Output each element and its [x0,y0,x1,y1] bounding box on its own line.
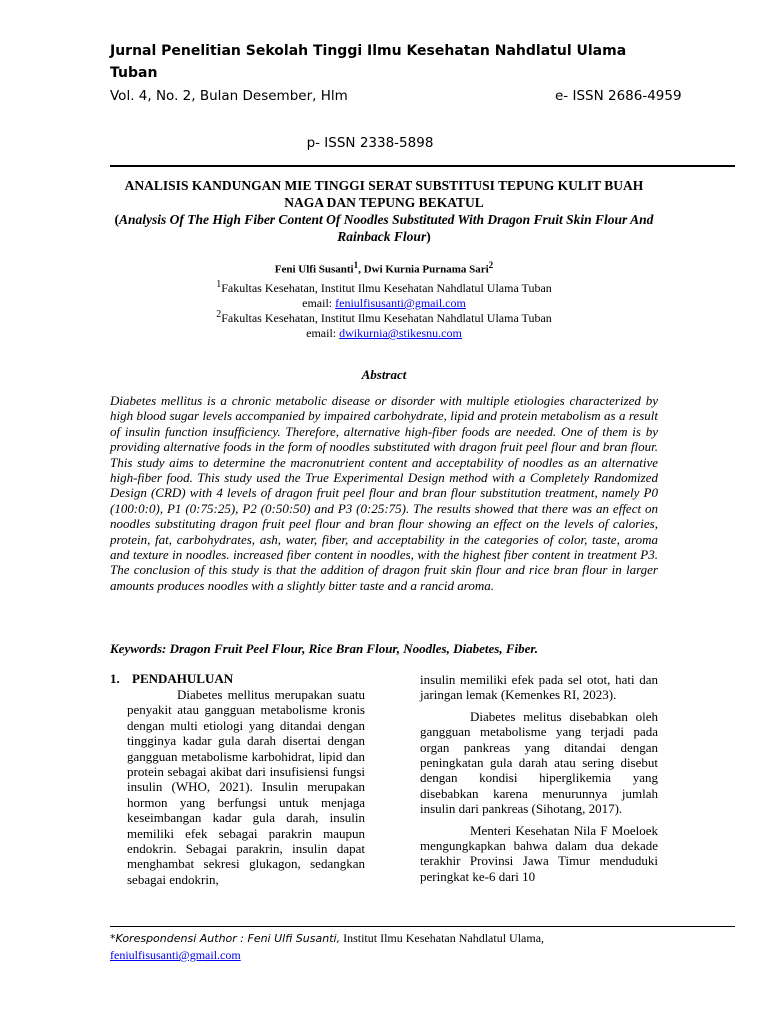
paragraph: Menteri Kesehatan Nila F Moeloek mengungkapkan bahwa dalam dua dekade terakhir Provinsi Jawa Timur menduduki peringkat ke-6 dari 10 [420,822,658,884]
affiliation-1: $^1$Fakultas Kesehatan, Institut Ilmu Kesehatan Nahdlatul Ulama Tuban email: feniulfisusanti@gmail.com [216,279,552,310]
e-issn: e- ISSN 2686-4959 [555,88,682,104]
abstract-heading: Abstract [361,367,407,382]
header-divider [110,165,735,167]
author2-email-link[interactable]: dwikurnia@stikesnu.com [339,326,462,340]
abstract-text: Diabetes mellitus is a chronic metabolic disease or disorder with multiple etiologies characterized by high blood sugar levels accompanied by impaired carbohydrate, lipid and protein metabolism as a result of insulin function insufficiency. Therefore, alternative high-fiber foods are needed. One of them is by providing alternative foods in the form of noodles substituted with dragon fruit peel flour and bran flour. This study aims to determine the macronutrient content and acceptability of noodles as an alternative high-fiber food. This study used the True Experimental Design method with a Completely Randomized Design (CRD) with 4 levels of dragon fruit peel flour and bran flour substitution treatment, namely P0 (100:0:0), P1 (0:75:25), P2 (0:50:50) and P3 (0:25:75). The results showed that there was an effect on noodles substituting dragon fruit peel flour and bran flour showing an effect on the levels of calories, protein, fat, carbohydrates, ash, water, fiber, and acceptability in the categories of color, taste, aroma and texture in noodles. increased fiber content in noodles, with the highest fiber content in treatment P3. The conclusion of this study is that the addition of dragon fruit skin flour and rice bran flour in larger amounts produces noodles with a slightly bitter taste and a rancid aroma. [110,393,658,593]
paper-title-english: (Analysis Of The High Fiber Content Of Noodles Substituted With Dragon Fruit Skin Flour And Rainback Flour) [114,212,654,244]
p-issn: p- ISSN 2338-5898 [306,135,434,151]
paragraph: insulin memiliki efek pada sel otot, hati dan jaringan lemak (Kemenkes RI, 2023). [420,672,658,703]
author-list: Feni Ulfi Susanti$^1$, Dwi Kurnia Purnama Sari$^2$ [274,260,494,276]
affiliation-2: $^2$Fakultas Kesehatan, Institut Ilmu Kesehatan Nahdlatul Ulama Tuban email: dwikurnia@stikesnu.com [216,309,552,340]
paragraph: Diabetes melitus disebabkan oleh gangguan metabolisme yang terjadi pada organ pankreas yang ditandai dengan peningkatan gula darah atau sering disebut dengan kondisi hiperglikemia yang disebabkan karena menurunnya jumlah insulin dari pankreas (Sihotang, 2017). [420,708,658,817]
paper-title: ANALISIS KANDUNGAN MIE TINGGI SERAT SUBSTITUSI TEPUNG KULIT BUAH NAGA DAN TEPUNG BEKATUL [124,178,644,210]
paragraph: Diabetes mellitus merupakan suatu penyakit atau gangguan metabolisme kronis dengan multi etiologi yang ditandai dengan tingginya kadar gula darah disertai dengan gangguan metabolisme karbohidrat, lipid dan protein sebagai akibat dari insufisiensi fungsi insulin (WHO, 2021). Insulin merupakan hormon yang berfungsi untuk menjaga keseimbangan kadar gula darah, insulin memiliki efek sebagai parakrin maupun endokrin. Sebagai parakrin, insulin dapat menghambat sekresi glukagon, sedangkan sebagai endokrin, [127,687,365,887]
keywords: Keywords: Dragon Fruit Peel Flour, Rice Bran Flour, Noodles, Diabetes, Fiber. [110,641,538,656]
footer-divider [110,926,735,927]
body-column-right [420,672,658,884]
author1-email-link[interactable]: feniulfisusanti@gmail.com [335,296,466,310]
journal-title: Jurnal Penelitian Sekolah Tinggi Ilmu Kesehatan Nahdlatul Ulama Tuban [110,43,627,81]
author-name: Dwi Kurnia Purnama Sari [363,263,489,276]
correspondence-note: *Korespondensi Author : Feni Ulfi Susanti, Institut Ilmu Kesehatan Nahdlatul Ulama, feniulfisusanti@gmail.com [110,931,545,962]
author-name: Feni Ulfi Susanti [274,263,354,276]
volume-info: Vol. 4, No. 2, Bulan Desember, Hlm [110,88,348,104]
section-heading: 1. PENDAHULUAN [110,671,234,686]
body-column-left [127,687,365,887]
correspondence-email-link[interactable]: feniulfisusanti@gmail.com [110,948,241,962]
